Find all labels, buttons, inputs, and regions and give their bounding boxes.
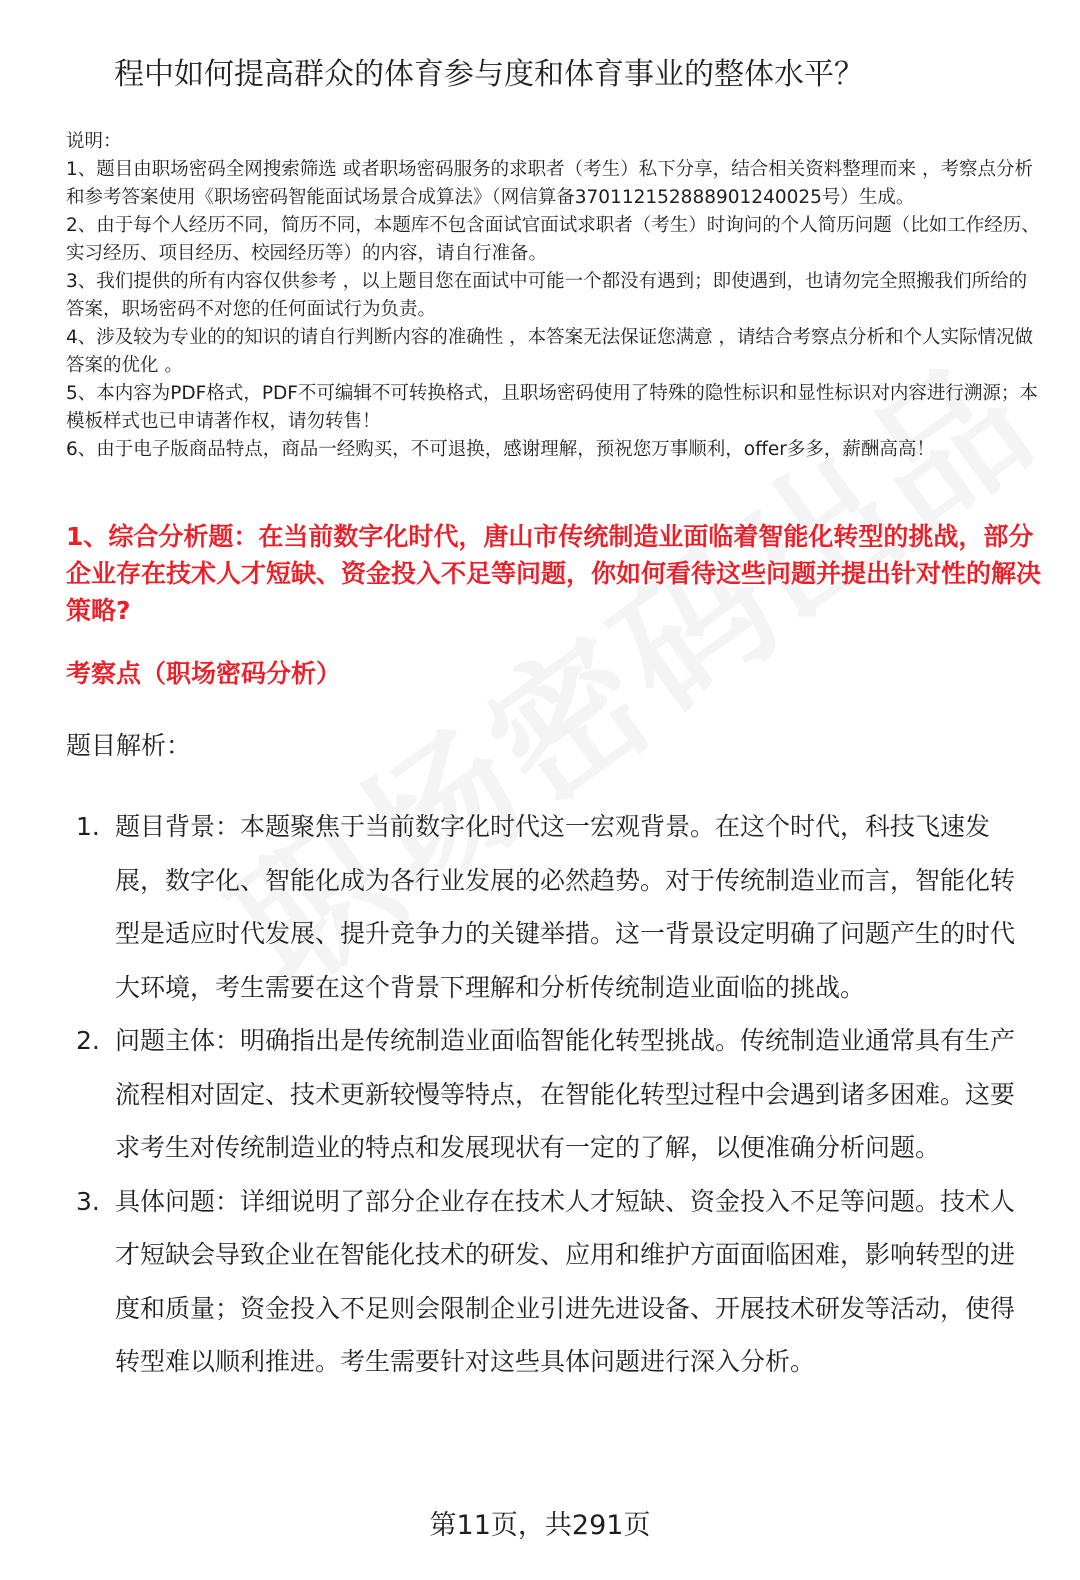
analysis-item-text: 具体问题：详细说明了部分企业存在技术人才短缺、资金投入不足等问题。技术人才短缺会导致企业在智能化技术的研发、应用和维护方面面临困难，影响转型的进度和质量；资金投入不足则会限制企业引进先进设备、开展技术研发等活动，使得转型难以顺利推进。考生需要针对这些具体问题进行深入分析。 [115,1186,1016,1376]
note-item: 1、题目由职场密码全网搜索筛选 或者职场密码服务的求职者（考生）私下分享，结合相关资料整理而来 ，考察点分析和参考答案使用《职场密码智能面试场景合成算法》（网信算备370112152888901240025号）生成。 [66,159,1034,208]
exam-point-heading: 考察点（职场密码分析） [66,659,342,688]
note-item: 4、涉及较为专业的的知识的请自行判断内容的准确性 ，本答案无法保证您满意 ，请结合考察点分析和个人实际情况做答案的优化 。 [66,327,1034,376]
analysis-item [76,1175,1036,1389]
analysis-item-number: 1. [76,812,100,841]
notes-title: 说明： [66,131,122,152]
analysis-list [76,800,1036,1389]
analysis-item-text: 问题主体：明确指出是传统制造业面临智能化转型挑战。传统制造业通常具有生产流程相对固定、技术更新较慢等特点，在智能化转型过程中会遇到诸多困难。这要求考生对传统制造业的特点和发展现状有一定的了解，以便准确分析问题。 [115,1026,1016,1162]
note-item: 3、我们提供的所有内容仅供参考 ，以上题目您在面试中可能一个都没有遇到；即使遇到，也请勿完全照搬我们所给的答案，职场密码不对您的任何面试行为负责。 [66,271,1028,320]
question-title: 1、综合分析题：在当前数字化时代，唐山市传统制造业面临着智能化转型的挑战，部分企业存在技术人才短缺、资金投入不足等问题，你如何看待这些问题并提出针对性的解决策略? [66,522,1042,625]
page-number: 第11页，共291页 [429,1510,651,1541]
analysis-item [76,1014,1036,1175]
analysis-label: 题目解析： [66,731,192,760]
analysis-item-number: 3. [76,1186,100,1216]
analysis-item [76,800,1036,1014]
note-item: 2、由于每个人经历不同，简历不同，本题库不包含面试官面试求职者（考生）时询问的个人简历问题（比如工作经历、实习经历、项目经历、校园经历等）的内容，请自行准备。 [66,215,1040,264]
analysis-item-text: 题目背景：本题聚焦于当前数字化时代这一宏观背景。在这个时代，科技飞速发展，数字化、智能化成为各行业发展的必然趋势。对于传统制造业而言，智能化转型是适应时代发展、提升竞争力的关键举措。这一背景设定明确了问题产生的时代大环境，考生需要在这个背景下理解和分析传统制造业面临的挑战。 [115,812,1016,1002]
top-heading: 程中如何提高群众的体育参与度和体育事业的整体水平？ [114,57,864,92]
note-item: 6、由于电子版商品特点，商品一经购买，不可退换，感谢理解，预祝您万事顺利，offer多多，薪酬高高！ [66,439,935,460]
analysis-item-number: 2. [76,1026,100,1055]
note-item: 5、本内容为PDF格式，PDF不可编辑不可转换格式，且职场密码使用了特殊的隐性标识和显性标识对内容进行溯源；本模板样式也已申请著作权，请勿转售！ [66,383,1038,432]
notes-section [66,128,1041,464]
